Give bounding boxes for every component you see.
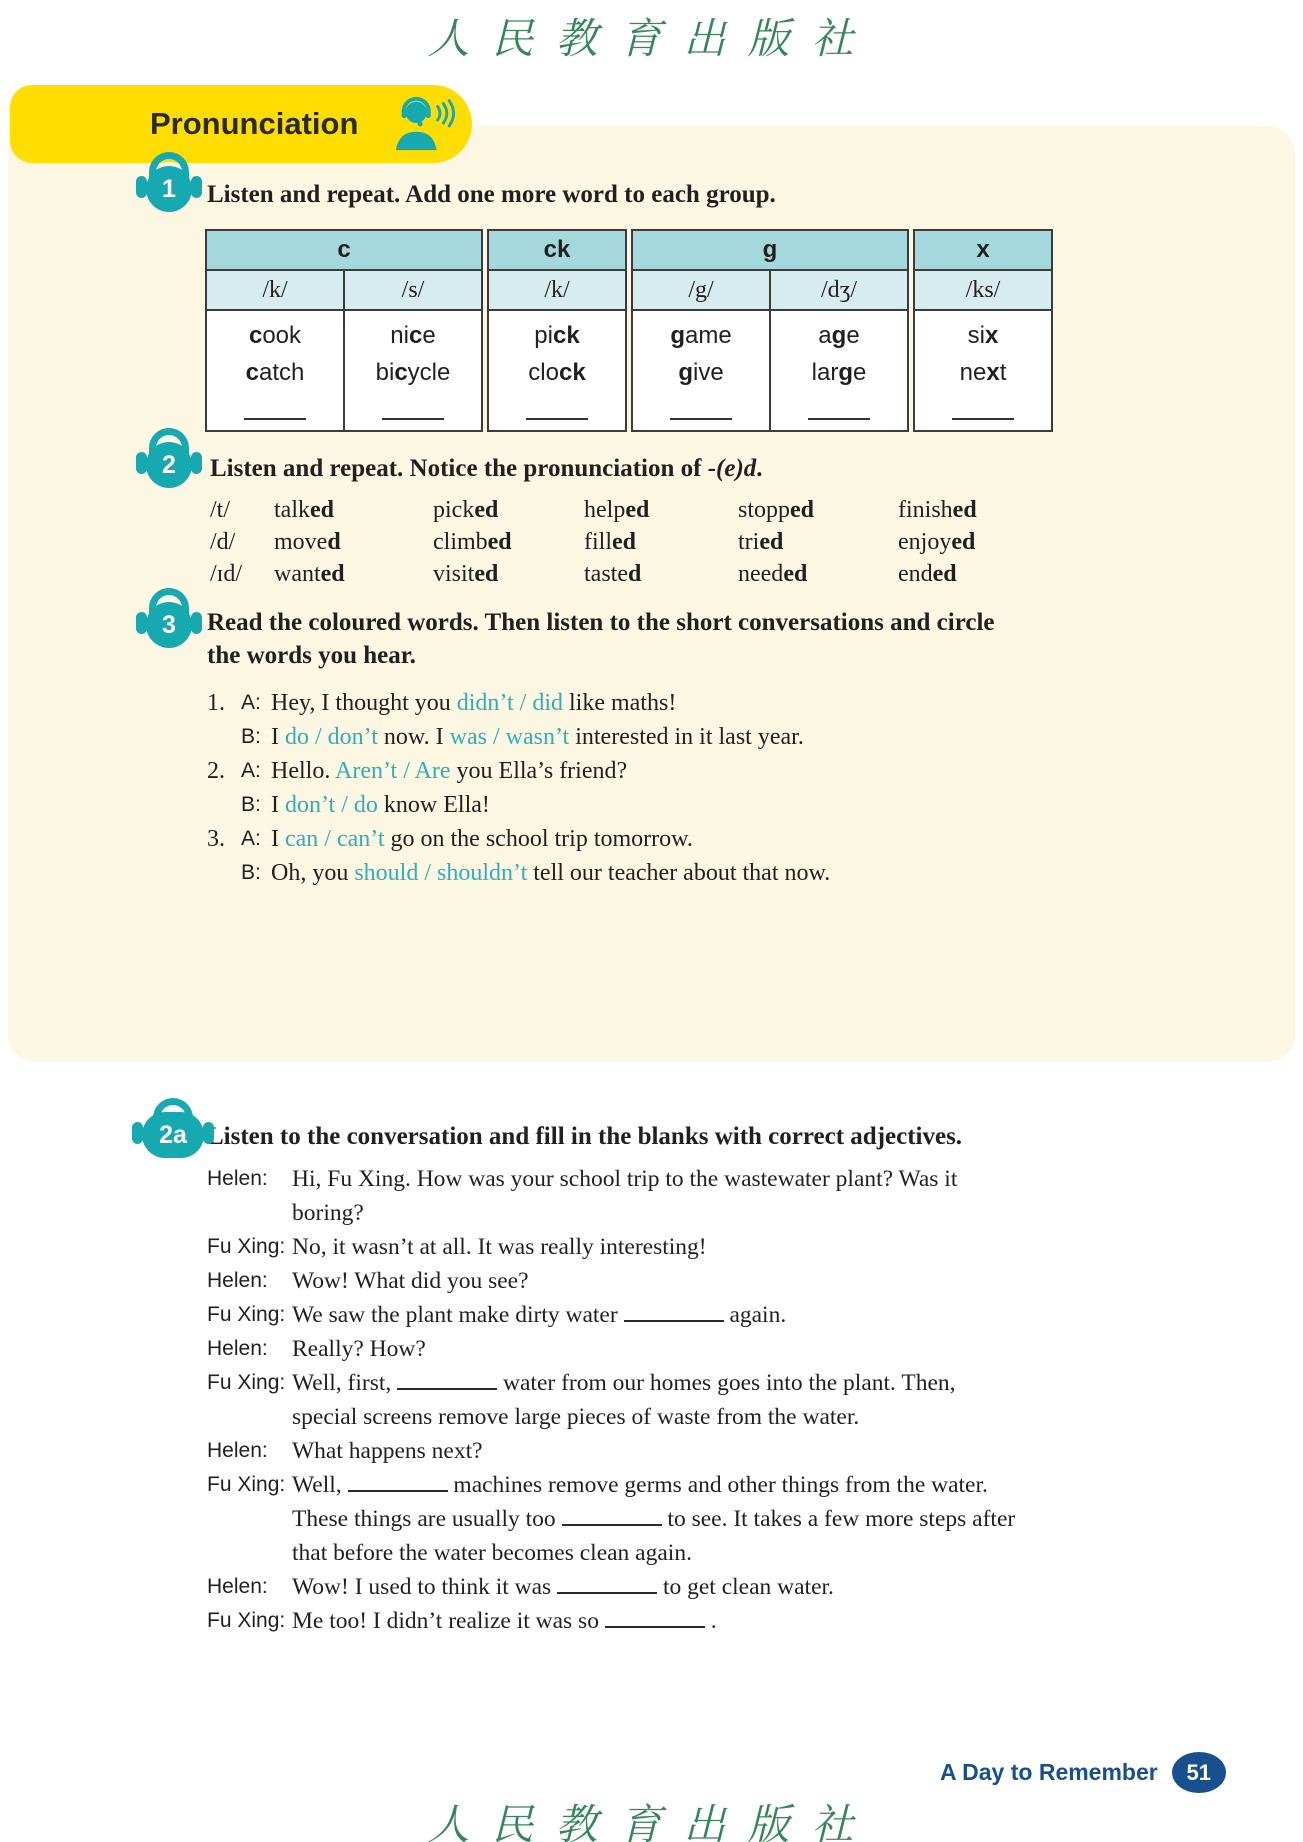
word-cell bbox=[489, 311, 625, 430]
phoneme-label: /g/ bbox=[633, 271, 769, 311]
sound-column bbox=[343, 271, 481, 430]
group-letter: g bbox=[633, 231, 907, 271]
speaker-label: Fu Xing: bbox=[207, 1473, 286, 1496]
dialogue-text: Hi, Fu Xing. How was your school trip to the wastewater plant? Was it boring? bbox=[292, 1166, 958, 1226]
section-title: Pronunciation bbox=[150, 106, 359, 141]
word-cell bbox=[345, 311, 481, 430]
audio-badge-1: 1 bbox=[146, 166, 192, 212]
phoneme-label: /k/ bbox=[207, 271, 343, 311]
line-text: Hello. Aren’t / Are you Ella’s friend? bbox=[271, 758, 628, 784]
sound-group bbox=[631, 229, 909, 432]
word-cell bbox=[915, 311, 1051, 430]
fill-blank bbox=[624, 1300, 724, 1322]
sound-group bbox=[913, 229, 1053, 432]
page-footer bbox=[940, 1752, 1226, 1793]
dialogue-text: We saw the plant make dirty water again. bbox=[292, 1302, 787, 1328]
word: age bbox=[818, 322, 860, 349]
line-text: I do / don’t now. I was / wasn’t interested in it last year. bbox=[271, 724, 804, 750]
past-tense-word: picked bbox=[433, 497, 499, 523]
speaker-label: Helen: bbox=[207, 1269, 268, 1292]
speaker-label: Helen: bbox=[207, 1575, 268, 1598]
choice-words: was / wasn’t bbox=[449, 724, 570, 750]
past-tense-word: finished bbox=[898, 497, 977, 523]
pronunciation-banner bbox=[10, 85, 472, 163]
past-tense-word: tried bbox=[738, 529, 784, 555]
sound-group bbox=[487, 229, 627, 432]
choice-words: Aren’t / Are bbox=[335, 758, 451, 784]
past-tense-word: visited bbox=[433, 561, 499, 587]
sound-column bbox=[633, 271, 769, 430]
fill-blank bbox=[557, 1572, 657, 1594]
sound-group bbox=[205, 229, 483, 432]
past-tense-word: stopped bbox=[738, 497, 815, 523]
phoneme-label: /dʒ/ bbox=[771, 271, 907, 311]
word: nice bbox=[390, 322, 436, 349]
conversation-line bbox=[207, 720, 830, 754]
group-columns bbox=[207, 271, 481, 430]
dialogue-text: Me too! I didn’t realize it was so . bbox=[292, 1608, 717, 1634]
heading-line: the words you hear. bbox=[207, 642, 416, 669]
speaker-label: A: bbox=[241, 691, 261, 714]
sound-groups-table bbox=[205, 229, 1053, 432]
ex2-heading bbox=[210, 452, 763, 485]
speaker-label: Helen: bbox=[207, 1337, 268, 1360]
group-columns bbox=[915, 271, 1051, 430]
ex2-heading-post: . bbox=[756, 455, 763, 482]
ed-pronunciation-grid bbox=[210, 494, 977, 590]
choice-words: can / can’t bbox=[285, 826, 385, 852]
phoneme-label: /s/ bbox=[345, 271, 481, 311]
choice-words: should / shouldn’t bbox=[354, 860, 528, 886]
word: bicycle bbox=[375, 359, 451, 386]
phoneme-label: /t/ bbox=[210, 497, 231, 523]
ex3-heading bbox=[207, 606, 995, 672]
past-tense-word: filled bbox=[584, 529, 636, 555]
past-tense-word: tasted bbox=[584, 561, 642, 587]
dialogue-text: What happens next? bbox=[292, 1438, 483, 1464]
past-tense-word: needed bbox=[738, 561, 808, 587]
word: game bbox=[670, 322, 732, 349]
dialogue-text: Wow! I used to think it was to get clean water. bbox=[292, 1574, 834, 1600]
phoneme-label: /k/ bbox=[489, 271, 625, 311]
fill-blank bbox=[397, 1368, 497, 1390]
word: pick bbox=[534, 322, 580, 349]
item-number: 3. bbox=[207, 826, 225, 852]
conversation-line bbox=[207, 788, 830, 822]
ex1-heading: Listen and repeat. Add one more word to each group. bbox=[207, 181, 776, 208]
heading-line: Read the coloured words. Then listen to the short conversations and circle bbox=[207, 609, 995, 636]
group-letter: c bbox=[207, 231, 481, 271]
line-text: Hey, I thought you didn’t / did like maths! bbox=[271, 690, 677, 716]
ex2-heading-em: -(e)d bbox=[707, 455, 757, 482]
answer-blank bbox=[382, 418, 444, 420]
dialogue-text: No, it wasn’t at all. It was really interesting! bbox=[292, 1234, 707, 1260]
speaker-label: Fu Xing: bbox=[207, 1371, 286, 1394]
past-tense-word: climbed bbox=[433, 529, 512, 555]
sound-column bbox=[489, 271, 625, 430]
word-cell bbox=[207, 311, 343, 430]
unit-title: A Day to Remember bbox=[940, 1759, 1158, 1785]
answer-blank bbox=[670, 418, 732, 420]
dialogue bbox=[207, 1162, 1022, 1638]
dialogue-text: Well, machines remove germs and other things from the water. These things are usually too to see. It takes a few more steps after that before the water becomes clean again. bbox=[292, 1472, 1016, 1566]
phoneme-label: /d/ bbox=[210, 529, 236, 555]
dialogue-text: Well, first, water from our homes goes into the plant. Then, special screens remove large pieces of waste from the water. bbox=[292, 1370, 956, 1430]
ex2-heading-pre: Listen and repeat. Notice the pronunciation of bbox=[210, 455, 708, 482]
sound-column bbox=[207, 271, 343, 430]
phoneme-label: /ɪd/ bbox=[210, 561, 243, 587]
speaker-label: Helen: bbox=[207, 1439, 268, 1462]
dialogue-text: Really? How? bbox=[292, 1336, 426, 1362]
conversation-line bbox=[207, 686, 830, 720]
item-number: 2. bbox=[207, 758, 225, 784]
headset-person-icon bbox=[392, 93, 456, 153]
publisher-logo-bottom: 人民教育出版社 bbox=[427, 1800, 876, 1842]
word: give bbox=[678, 359, 724, 386]
dialogue-text: Wow! What did you see? bbox=[292, 1268, 529, 1294]
past-tense-word: talked bbox=[274, 497, 334, 523]
group-letter: ck bbox=[489, 231, 625, 271]
answer-blank bbox=[808, 418, 870, 420]
answer-blank bbox=[526, 418, 588, 420]
item-number bbox=[207, 788, 241, 822]
past-tense-word: moved bbox=[274, 529, 341, 555]
word: next bbox=[959, 359, 1007, 386]
speaker-label: Helen: bbox=[207, 1167, 268, 1190]
audio-badge-2: 2 bbox=[146, 442, 192, 488]
speaker-label: Fu Xing: bbox=[207, 1609, 286, 1632]
group-columns bbox=[489, 271, 625, 430]
conversation-line bbox=[207, 754, 830, 788]
choice-words: do / don’t bbox=[285, 724, 378, 750]
word: large bbox=[811, 359, 867, 386]
past-tense-word: enjoyed bbox=[898, 529, 976, 555]
past-tense-word: helped bbox=[584, 497, 650, 523]
phoneme-label: /ks/ bbox=[915, 271, 1051, 311]
speaker-label: A: bbox=[241, 759, 261, 782]
word-cell bbox=[633, 311, 769, 430]
speaker-label: Fu Xing: bbox=[207, 1303, 286, 1326]
past-tense-word: wanted bbox=[274, 561, 345, 587]
group-letter: x bbox=[915, 231, 1051, 271]
audio-badge-3: 3 bbox=[146, 602, 192, 648]
fill-blank bbox=[562, 1504, 662, 1526]
speaker-label: B: bbox=[241, 793, 261, 816]
conversation-items bbox=[207, 686, 830, 890]
speaker-label: B: bbox=[241, 725, 261, 748]
word: clock bbox=[528, 359, 586, 386]
publisher-logo-top: 人民教育出版社 bbox=[427, 14, 876, 63]
speaker-label: B: bbox=[241, 861, 261, 884]
past-tense-word: ended bbox=[898, 561, 957, 587]
word: catch bbox=[245, 359, 305, 386]
answer-blank bbox=[952, 418, 1014, 420]
audio-badge-2a: 2a bbox=[142, 1112, 204, 1158]
sound-column bbox=[915, 271, 1051, 430]
speaker-label: A: bbox=[241, 827, 261, 850]
fill-blank bbox=[605, 1606, 705, 1628]
item-number: 1. bbox=[207, 690, 225, 716]
conversation-line bbox=[207, 856, 830, 890]
fill-blank bbox=[348, 1470, 448, 1492]
ex2a-heading: Listen to the conversation and fill in the blanks with correct adjectives. bbox=[207, 1123, 963, 1150]
speaker-label: Fu Xing: bbox=[207, 1235, 286, 1258]
word-cell bbox=[771, 311, 907, 430]
choice-words: didn’t / did bbox=[456, 690, 563, 716]
group-columns bbox=[633, 271, 907, 430]
word: six bbox=[967, 322, 999, 349]
item-number bbox=[207, 720, 241, 754]
answer-blank bbox=[244, 418, 306, 420]
word: cook bbox=[248, 322, 302, 349]
line-text: Oh, you should / shouldn’t tell our teacher about that now. bbox=[271, 860, 831, 886]
choice-words: don’t / do bbox=[285, 792, 378, 818]
page-number-badge: 51 bbox=[1172, 1752, 1226, 1793]
item-number bbox=[207, 856, 241, 890]
line-text: I can / can’t go on the school trip tomorrow. bbox=[271, 826, 693, 852]
sound-column bbox=[769, 271, 907, 430]
conversation-line bbox=[207, 822, 830, 856]
line-text: I don’t / do know Ella! bbox=[271, 792, 490, 818]
